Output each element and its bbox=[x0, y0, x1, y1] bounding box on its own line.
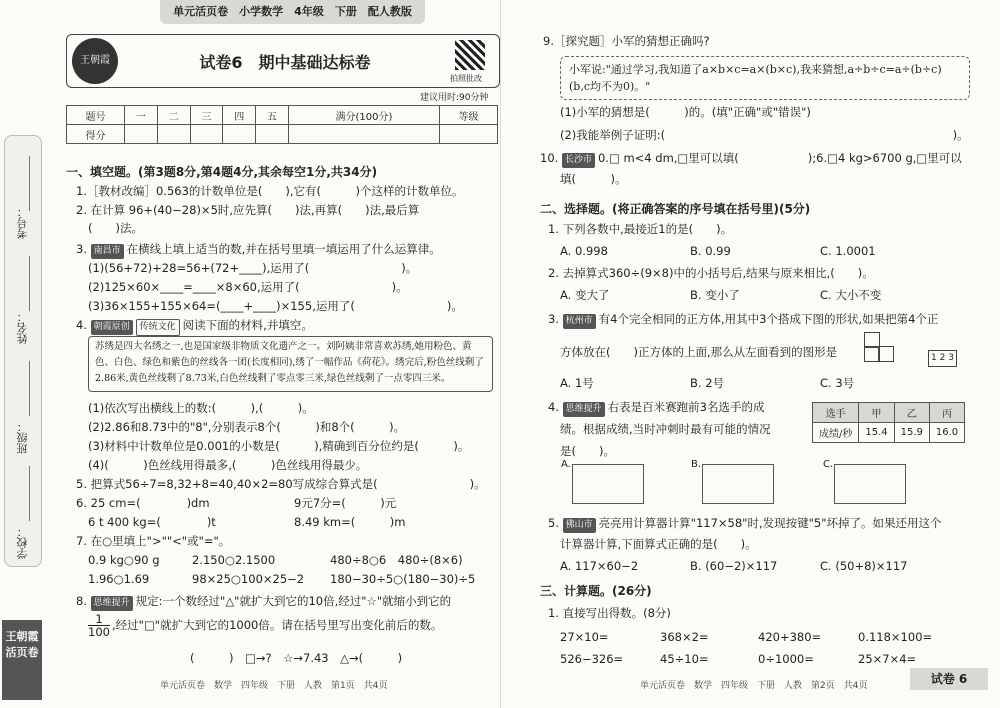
question-text: 0.□ m<4 dm,□里可以填( );6.□4 kg>6700 g,□里可以 bbox=[597, 151, 962, 165]
section-fill-blank: 一、填空题。(第3题8分,第4题4分,其余每空1分,共34分) bbox=[66, 165, 378, 179]
original-badge: 朝霞原创 bbox=[91, 320, 133, 335]
table-cell: 15.4 bbox=[859, 423, 894, 443]
choice-3: 3. 杭州市 有4个完全相同的正方体,用其中3个搭成下图的形状,如果把第4个正 bbox=[548, 312, 938, 329]
race-picture-a[interactable] bbox=[561, 459, 644, 504]
question-4-1: (1)依次写出横线上的数:( ),( )。 bbox=[88, 401, 314, 415]
table-row bbox=[813, 423, 965, 443]
calc-item: 25×7×4= bbox=[858, 652, 917, 666]
name-label: 姓名： bbox=[16, 311, 29, 344]
page-footer: 单元活页卷 数学 四年级 下册 人教 第1页 共4页 bbox=[160, 681, 388, 691]
section-choice: 二、选择题。(将正确答案的序号填在括号里)(5分) bbox=[540, 202, 811, 216]
option-c[interactable]: C. 大小不变 bbox=[820, 288, 882, 302]
question-6d: 8.49 km=( )m bbox=[294, 515, 406, 529]
option-label: C. bbox=[823, 459, 834, 470]
question-5: 5. 把算式56÷7=8,32+8=40,40×2=80写成综合算式是( )。 bbox=[76, 477, 486, 491]
score-cell[interactable] bbox=[288, 125, 439, 144]
choice-4: 4. 思维提升 右表是百米赛跑前3名选手的成 bbox=[548, 400, 764, 417]
question-9: 9.［探究题］小军的猜想正确吗? bbox=[543, 34, 710, 48]
question-6a: 6. 25 cm=( )dm bbox=[76, 496, 210, 510]
calc-item: 368×2= bbox=[660, 630, 709, 644]
region-badge: 杭州市 bbox=[563, 314, 596, 329]
exam-number-label: 考号： bbox=[16, 206, 29, 239]
score-cell[interactable] bbox=[439, 125, 497, 144]
race-picture-b[interactable] bbox=[691, 459, 774, 504]
question-4-4: (4)( )色丝线用得最多,( )色丝线用得最少。 bbox=[88, 458, 368, 472]
table-cell: 三 bbox=[190, 106, 223, 125]
fraction-bottom: 100 bbox=[88, 625, 110, 639]
brand-text: 王朝霞 活页卷 bbox=[5, 630, 39, 659]
question-3: 3. 南昌市 在横线上填上适当的数,并在括号里填一填运用了什么运算律。 bbox=[76, 242, 441, 259]
question-8: 8. 思维提升 规定:一个数经过"△"就扩大到它的10倍,经过"☆"就缩小到它的 bbox=[76, 594, 451, 611]
option-label: B. bbox=[691, 459, 702, 470]
question-3-2: (2)125×60×____=____×8×60,运用了( )。 bbox=[88, 280, 408, 294]
compare-1a: 0.9 kg○90 g bbox=[88, 553, 160, 567]
score-cell[interactable] bbox=[125, 125, 158, 144]
score-table bbox=[66, 105, 498, 144]
score-cell[interactable] bbox=[157, 125, 190, 144]
choice-4-cont: 是( )。 bbox=[560, 444, 615, 458]
question-8-cont: ,经过"□"就扩大到它的1000倍。请在括号里写出变化前后的数。 bbox=[112, 618, 443, 632]
region-badge: 南昌市 bbox=[91, 244, 124, 259]
exam-number-tab: 试卷 6 bbox=[910, 668, 988, 690]
question-text: 右表是百米赛跑前3名选手的成 bbox=[607, 400, 765, 414]
question-10-cont: 填( )。 bbox=[560, 172, 627, 186]
school-label: 学校： bbox=[16, 526, 29, 559]
cube-label: 2 bbox=[939, 353, 946, 363]
option-a[interactable]: A. 变大了 bbox=[560, 288, 610, 302]
calc-item: 526−326= bbox=[560, 652, 624, 666]
question-2-cont: ( )法。 bbox=[88, 221, 143, 235]
publisher-logo: 王朝霞 bbox=[72, 38, 118, 84]
question-9-1: (1)小军的猜想是( )的。(填"正确"或"错误") bbox=[560, 105, 811, 119]
score-cell[interactable] bbox=[223, 125, 256, 144]
question-2: 2. 在计算 96+(40−28)×5时,应先算( )法,再算( )法,最后算 bbox=[76, 203, 420, 217]
question-text: 亮亮用计算器计算"117×58"时,发现按键"5"坏掉了。如果还用这个 bbox=[598, 516, 942, 530]
exam-title: 试卷6 期中基础达标卷 bbox=[199, 53, 371, 72]
region-badge: 长沙市 bbox=[562, 153, 595, 168]
table-row bbox=[813, 403, 965, 423]
culture-badge: 传统文化 bbox=[136, 319, 180, 336]
calc-item: 0.118×100= bbox=[858, 630, 933, 644]
thinking-badge: 思维提升 bbox=[563, 402, 605, 417]
table-row bbox=[67, 125, 498, 144]
option-b[interactable]: B. 0.99 bbox=[690, 244, 731, 258]
question-4-2: (2)2.86和8.73中的"8",分别表示8个( )和8个( )。 bbox=[88, 420, 406, 434]
compare-2b: 98×25○100×25−2 bbox=[192, 572, 305, 586]
suggested-time: 建议用时:90分钟 bbox=[420, 93, 489, 103]
thinking-badge: 思维提升 bbox=[91, 596, 133, 611]
calc-item: 45÷10= bbox=[660, 652, 709, 666]
choice-4-cont: 绩。根据成绩,当时冲刺时最有可能的情况 bbox=[560, 422, 771, 436]
table-cell: 五 bbox=[256, 106, 289, 125]
section-calculation: 三、计算题。(26分) bbox=[540, 584, 652, 598]
question-6c: 6 t 400 kg=( )t bbox=[88, 515, 216, 529]
question-text: 有4个完全相同的正方体,用其中3个搭成下图的形状,如果把第4个正 bbox=[598, 312, 939, 326]
calc-1: 1. 直接写出得数。(8分) bbox=[548, 606, 671, 620]
question-text: 规定:一个数经过"△"就扩大到它的10倍,经过"☆"就缩小到它的 bbox=[135, 594, 452, 608]
question-7: 7. 在○里填上">""<"或"="。 bbox=[76, 534, 231, 548]
question-4-3: (3)材料中计数单位是0.001的小数是( ),精确到百分位约是( )。 bbox=[88, 439, 470, 453]
transform-chain: ( ) □→? ☆→7.43 △→( ) bbox=[190, 651, 403, 665]
reading-passage: 苏绣是四大名绣之一,也是国家级非物质文化遗产之一。刘阿姨非常喜欢苏绣,她用粉色、黄色、白色、绿色和紫色的丝线各一团(长度相同),绣了一幅作品《荷花》。绣完后,粉色丝线剩了2.86米,黄色丝线剩了8.73米,白色丝线剩了零点零三米,绿色丝线剩了一点零四三米。 bbox=[88, 336, 493, 392]
table-cell: 题号 bbox=[67, 106, 125, 125]
option-c[interactable]: C. 3号 bbox=[820, 376, 855, 390]
question-text: 阅读下面的材料,并填空。 bbox=[182, 318, 313, 332]
option-a[interactable]: A. 1号 bbox=[560, 376, 594, 390]
table-cell: 成绩/秒 bbox=[813, 423, 859, 443]
table-header: 甲 bbox=[859, 403, 894, 423]
choice-5-cont: 计算器计算,下面算式正确的是( )。 bbox=[560, 537, 757, 551]
cube-label: 3 bbox=[948, 353, 954, 363]
answer-line bbox=[29, 466, 30, 521]
score-cell[interactable] bbox=[256, 125, 289, 144]
option-label: A. bbox=[561, 459, 571, 470]
question-9-2: (2)我能举例子证明:( )。 bbox=[560, 128, 969, 142]
table-row bbox=[67, 106, 498, 125]
calc-item: 0÷1000= bbox=[758, 652, 814, 666]
answer-line bbox=[29, 156, 30, 211]
race-picture-c[interactable] bbox=[823, 459, 906, 504]
question-1: 1.［教材改编］0.563的计数单位是( ),它有( )个这样的计数单位。 bbox=[76, 184, 464, 198]
calc-item: 27×10= bbox=[560, 630, 609, 644]
qr-label: 拍照批改 bbox=[450, 74, 482, 83]
choice-2: 2. 去掉算式360÷(9×8)中的小括号后,结果与原来相比,( )。 bbox=[548, 266, 874, 280]
table-header: 乙 bbox=[894, 403, 929, 423]
compare-2c: 180−30÷5○(180−30)÷5 bbox=[330, 572, 476, 586]
calc-item: 420+380= bbox=[758, 630, 822, 644]
option-c[interactable]: C. (50+8)×117 bbox=[820, 559, 908, 573]
qr-code-icon[interactable] bbox=[455, 40, 485, 70]
cube-arrangement bbox=[928, 350, 957, 367]
option-a[interactable]: A. 117×60−2 bbox=[560, 559, 639, 573]
question-3-3: (3)36×155+155×64=(____+____)×155,运用了( )。 bbox=[88, 299, 463, 313]
cube-label: 1 bbox=[931, 353, 937, 363]
student-info-sidebar bbox=[4, 135, 42, 567]
answer-line bbox=[29, 256, 30, 311]
table-cell: 15.9 bbox=[894, 423, 929, 443]
table-cell: 得分 bbox=[67, 125, 125, 144]
table-cell: 16.0 bbox=[929, 423, 964, 443]
fraction-top: 1 bbox=[88, 613, 110, 626]
option-c[interactable]: C. 1.0001 bbox=[820, 244, 876, 258]
choice-5: 5. 佛山市 亮亮用计算器计算"117×58"时,发现按键"5"坏掉了。如果还用这个 bbox=[548, 516, 942, 533]
fraction bbox=[88, 613, 110, 638]
table-cell: 等级 bbox=[439, 106, 497, 125]
choice-1: 1. 下列各数中,最接近1的是( )。 bbox=[548, 222, 733, 236]
table-cell: 满分(100分) bbox=[288, 106, 439, 125]
choice-3-cont: 方体放在( )正方体的上面,那么从左面看到的图形是 bbox=[560, 345, 838, 359]
brand-logo-side bbox=[2, 620, 42, 700]
claim-box: 小军说:"通过学习,我知道了a×b×c=a×(b×c),我来猜想,a÷b÷c=a÷(b÷c)(b,c均不为0)。" bbox=[560, 56, 970, 100]
view-shape-cell bbox=[878, 346, 894, 362]
answer-line bbox=[29, 361, 30, 416]
option-a[interactable]: A. 0.998 bbox=[560, 244, 608, 258]
page-footer: 单元活页卷 数学 四年级 下册 人教 第2页 共4页 bbox=[640, 681, 868, 691]
table-cell: 四 bbox=[223, 106, 256, 125]
question-3-1: (1)(56+72)+28=56+(72+____),运用了( )。 bbox=[88, 261, 418, 275]
question-text: 在横线上填上适当的数,并在括号里填一填运用了什么运算律。 bbox=[126, 242, 441, 256]
option-b[interactable]: B. (60−2)×117 bbox=[690, 559, 778, 573]
option-b[interactable]: B. 变小了 bbox=[690, 288, 740, 302]
region-badge: 佛山市 bbox=[563, 518, 596, 533]
race-results-table bbox=[812, 402, 965, 443]
score-cell[interactable] bbox=[190, 125, 223, 144]
table-cell: 二 bbox=[157, 106, 190, 125]
compare-1c: 480÷8○6 480÷(8×6) bbox=[330, 553, 463, 567]
series-bar: 单元活页卷 小学数学 4年级 下册 配人教版 bbox=[160, 0, 425, 24]
option-b[interactable]: B. 2号 bbox=[690, 376, 725, 390]
question-6b: 9元7分=( )元 bbox=[294, 496, 397, 510]
class-label: 班级： bbox=[16, 421, 29, 454]
question-4: 4. 朝霞原创 传统文化 阅读下面的材料,并填空。 bbox=[76, 318, 313, 336]
question-10: 10. 长沙市 0.□ m<4 dm,□里可以填( );6.□4 kg>6700 g,□里可以 bbox=[540, 151, 962, 168]
table-header: 丙 bbox=[929, 403, 964, 423]
compare-1b: 2.150○2.1500 bbox=[192, 553, 276, 567]
table-header: 选手 bbox=[813, 403, 859, 423]
table-cell: 一 bbox=[125, 106, 158, 125]
compare-2a: 1.96○1.69 bbox=[88, 572, 150, 586]
